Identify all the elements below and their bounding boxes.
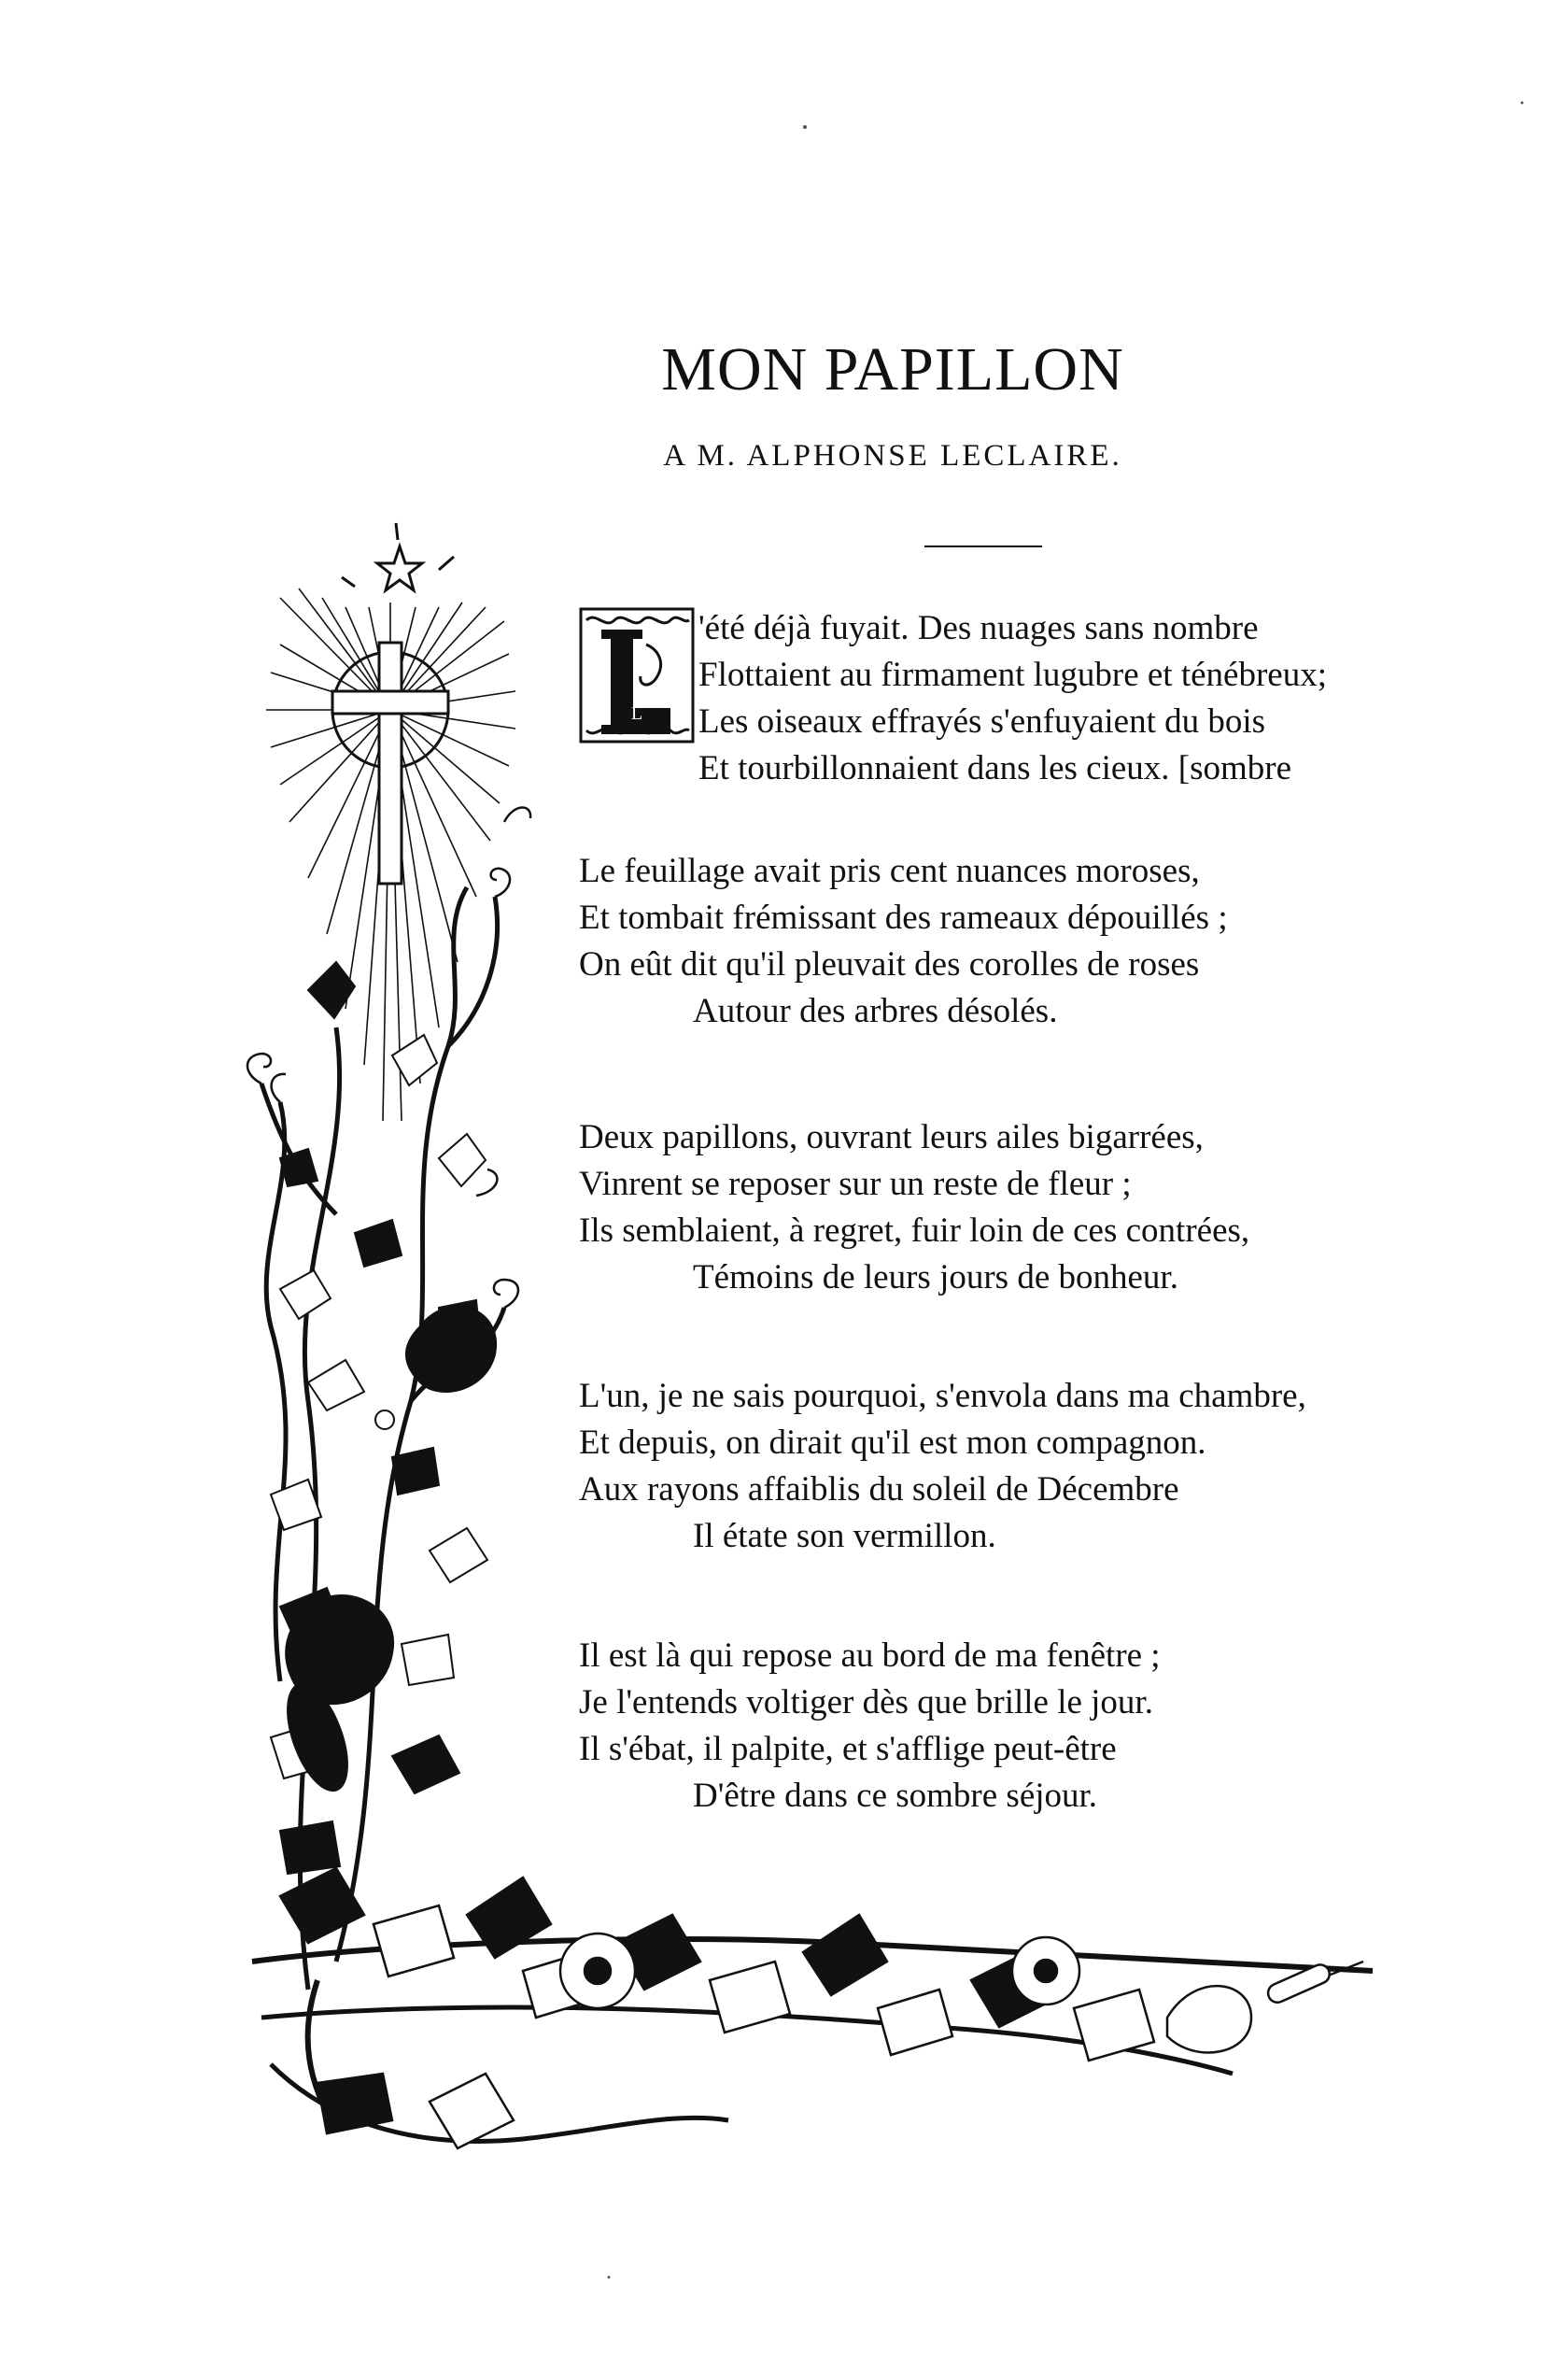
verse-line: Deux papillons, ouvrant leurs ailes bigarrées, bbox=[579, 1118, 1204, 1156]
verse-line: Ils semblaient, à regret, fuir loin de ces contrées, bbox=[579, 1211, 1250, 1250]
divider-rule bbox=[924, 545, 1042, 547]
verse-line: D'être dans ce sombre séjour. bbox=[693, 1777, 1098, 1815]
flower-icon bbox=[275, 1307, 496, 1799]
verse-line: Et depuis, on dirait qu'il est mon compagnon. bbox=[579, 1424, 1206, 1462]
verse-line: Les oiseaux effrayés s'enfuyaient du bois bbox=[698, 702, 1266, 741]
verse-line: Il s'ébat, il palpite, et s'afflige peut-être bbox=[579, 1730, 1117, 1768]
verse-line: Témoins de leurs jours de bonheur. bbox=[693, 1258, 1178, 1296]
vine-icon bbox=[261, 887, 504, 1990]
stanza bbox=[579, 605, 1419, 792]
stanza bbox=[579, 848, 1419, 1035]
cross-icon bbox=[332, 643, 448, 884]
stanza bbox=[579, 1114, 1419, 1301]
dedication: A M. ALPHONSE LECLAIRE. bbox=[663, 439, 1122, 473]
verse-line: Flottaient au firmament lugubre et ténébreux; bbox=[698, 656, 1327, 694]
svg-text:L: L bbox=[630, 703, 643, 724]
verse-line: Et tombait frémissant des rameaux dépouillés ; bbox=[579, 899, 1228, 937]
page-title: MON PAPILLON bbox=[661, 335, 1124, 404]
verse-line: Et tourbillonnaient dans les cieux. [sombre bbox=[698, 749, 1292, 787]
floral-base-icon bbox=[252, 1868, 1373, 2148]
leaf-cluster-icon bbox=[271, 962, 487, 1874]
verse-line: L'un, je ne sais pourquoi, s'envola dans ma chambre, bbox=[579, 1377, 1306, 1415]
verse-line: Le feuillage avait pris cent nuances moroses, bbox=[579, 852, 1200, 890]
verse-line: Aux rayons affaiblis du soleil de Décembre bbox=[579, 1470, 1179, 1509]
stanza bbox=[579, 1373, 1419, 1560]
stanza bbox=[579, 1633, 1419, 1820]
sun-rays-icon bbox=[266, 588, 515, 1121]
verse-line: 'été déjà fuyait. Des nuages sans nombre bbox=[698, 609, 1259, 647]
verse-line: Vinrent se reposer sur un reste de fleur ; bbox=[579, 1165, 1132, 1203]
star-icon bbox=[342, 523, 454, 590]
verse-line: Je l'entends voltiger dès que brille le jour. bbox=[579, 1683, 1153, 1721]
dropcap-l-icon bbox=[579, 607, 695, 744]
verse-line: Autour des arbres désolés. bbox=[693, 992, 1058, 1030]
verse-line: Il étate son vermillon. bbox=[693, 1517, 996, 1555]
tendril-icon bbox=[247, 807, 530, 1308]
verse-line: Il est là qui repose au bord de ma fenêtre ; bbox=[579, 1636, 1161, 1675]
verse-line: On eût dit qu'il pleuvait des corolles de roses bbox=[579, 945, 1200, 984]
